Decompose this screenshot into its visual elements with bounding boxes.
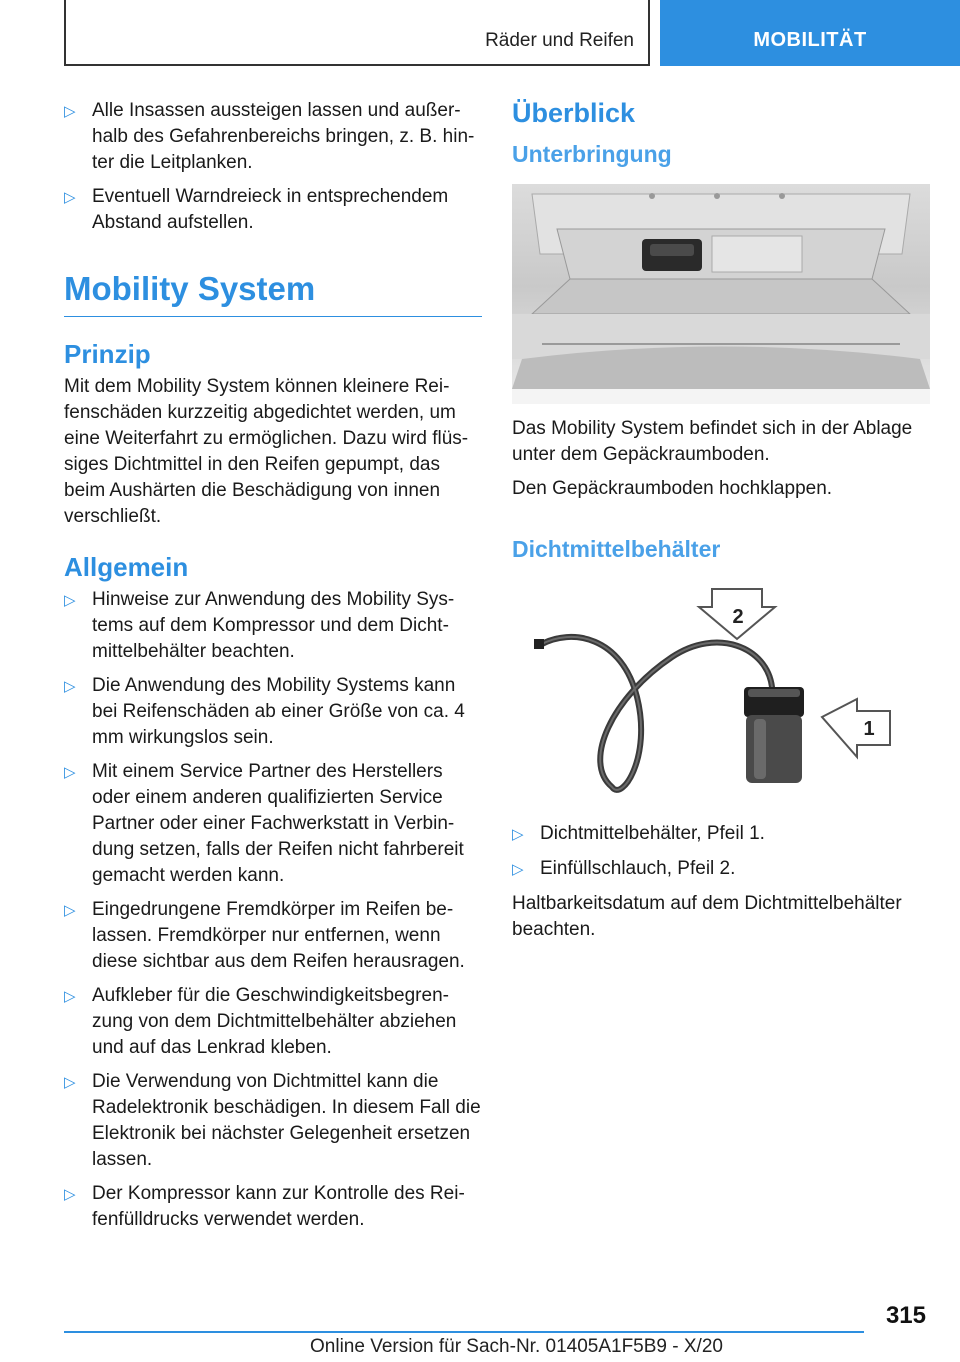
chapter-title: Mobility System — [64, 270, 482, 317]
section-heading-ueberblick: Überblick — [512, 98, 636, 128]
triangle-bullet-icon: ▷ — [64, 189, 76, 206]
left-column — [64, 98, 482, 1241]
triangle-bullet-icon: ▷ — [64, 764, 76, 781]
header-chapter-tab: MOBILITÄT — [660, 0, 960, 66]
unterbringung-text-2: Den Gepäckraumboden hochklappen. — [512, 478, 833, 499]
triangle-bullet-icon: ▷ — [64, 1186, 76, 1203]
trunk-storage-illustration — [512, 184, 930, 404]
list-item: ▷ Eingedrungene Fremdkörper im Reifen belassen. Fremdkörper nur entfernen, wenn diese sichtbar aus dem Reifen herausragen. — [64, 897, 482, 975]
arrow-1-icon — [822, 699, 890, 757]
section-heading-allgemein: Allgemein — [64, 552, 189, 582]
triangle-bullet-icon: ▷ — [64, 902, 76, 919]
header-section-title: Räder und Reifen — [485, 30, 634, 51]
triangle-bullet-icon: ▷ — [512, 861, 524, 878]
page-number: 315 — [885, 1302, 926, 1329]
right-column — [512, 98, 930, 951]
subheading-unterbringung: Unterbringung — [512, 141, 672, 167]
triangle-bullet-icon: ▷ — [64, 592, 76, 609]
list-item: ▷ Alle Insassen aussteigen lassen und außerhalb des Gefahrenbereichs bringen, z. B. hinter die Leitplanken. — [64, 98, 482, 176]
list-item: ▷ Die Verwendung von Dichtmittel kann die Radelektronik beschädigen. In diesem Fall die Elektronik bei nächster Gelegenheit ersetzen lassen. — [64, 1069, 482, 1173]
triangle-bullet-icon: ▷ — [64, 988, 76, 1005]
section-heading-prinzip: Prinzip — [64, 339, 151, 369]
sealant-container-illustration — [512, 577, 930, 807]
list-item: ▷ Hinweise zur Anwendung des Mobility Systems auf dem Kompressor und dem Dichtmittelbehälter beachten. — [64, 587, 482, 665]
triangle-bullet-icon: ▷ — [64, 103, 76, 120]
list-item: ▷ Mit einem Service Partner des Herstellers oder einem anderen qualifizierten Service Partner oder einer Fachwerkstatt in Verbindung setzen, falls der Reifen nicht fahrbereit gemacht werden kann. — [64, 759, 482, 889]
list-item: ▷ Einfüllschlauch, Pfeil 2. — [512, 856, 930, 883]
list-item: ▷ Die Anwendung des Mobility Systems kann bei Reifenschäden ab einer Größe von ca. 4 mm wirkungslos sein. — [64, 673, 482, 751]
triangle-bullet-icon: ▷ — [64, 1074, 76, 1091]
subheading-dichtmittelbehaelter: Dichtmittelbehälter — [512, 536, 721, 562]
header-section-box — [64, 0, 650, 66]
list-item: ▷ Eventuell Warndreieck in entsprechendem Abstand aufstellen. — [64, 184, 482, 236]
list-item: ▷ Der Kompressor kann zur Kontrolle des Reifenfülldrucks verwendet werden. — [64, 1181, 482, 1233]
arrow-1-label: 1 — [863, 718, 875, 740]
footer-version-text: Online Version für Sach-Nr. 01405A1F5B9 - X/20 — [310, 1336, 723, 1357]
shelf-life-note: Haltbarkeitsdatum auf dem Dichtmittelbehälter beachten. — [512, 893, 902, 940]
prinzip-text: Mit dem Mobility System können kleinere Reifenschäden kurzzeitig abgedichtet werden, um eine Weiterfahrt zu ermöglichen. Dazu wird flüssiges Dichtmittel in den Reifen gepumpt, das beim Aushärten die Beschädigung von innen verschließt. — [64, 376, 469, 527]
list-item: ▷ Dichtmittelbehälter, Pfeil 1. — [512, 821, 930, 848]
arrow-2-icon — [699, 589, 775, 639]
footer-divider — [64, 1331, 864, 1333]
triangle-bullet-icon: ▷ — [64, 678, 76, 695]
triangle-bullet-icon: ▷ — [512, 826, 524, 843]
list-item: ▷ Aufkleber für die Geschwindigkeitsbegrenzung von dem Dichtmittelbehälter abziehen und auf das Lenkrad kleben. — [64, 983, 482, 1061]
arrow-2-label: 2 — [732, 606, 744, 628]
unterbringung-text-1: Das Mobility System befindet sich in der Ablage unter dem Gepäckraumboden. — [512, 418, 913, 465]
